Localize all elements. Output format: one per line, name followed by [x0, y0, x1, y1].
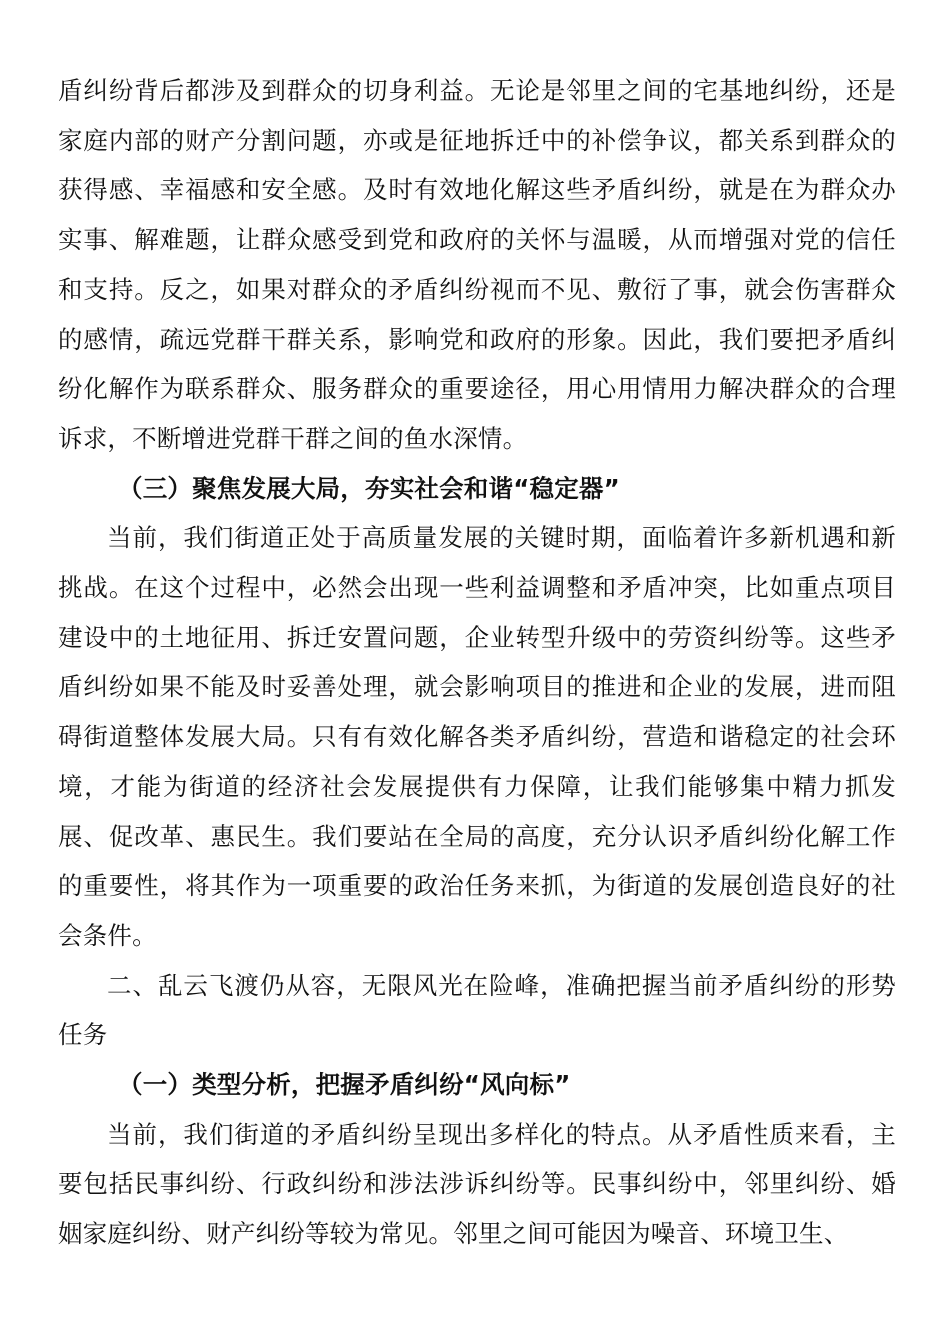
subheading-development-stabilizer: （三）聚焦发展大局，夯实社会和谐“稳定器” [118, 473, 620, 503]
subheading-type-analysis: （一）类型分析，把握矛盾纠纷“风向标” [118, 1070, 571, 1100]
paragraph-masses-interests: 盾纠纷背后都涉及到群众的切身利益。无论是邻里之间的宅基地纠纷，还是家庭内部的财产分割问题，亦或是征地拆迁中的补偿争议，都关系到群众的获得感、幸福感和安全感。及时有效地化解这些矛盾纠纷，就是在为群众办实事、解难题，让群众感受到党和政府的关怀与温暖，从而增强对党的信任和支持。反之，如果对群众的矛盾纠纷视而不见、敷衍了事，就会伤害群众的感情，疏远党群干群关系，影响党和政府的形象。因此，我们要把矛盾纠纷化解作为联系群众、服务群众的重要途径，用心用情用力解决群众的合理诉求，不断增进党群干群之间的鱼水深情。 [58, 76, 896, 453]
section-heading-situation-tasks: 二、乱云飞渡仍从容，无限风光在险峰，准确把握当前矛盾纠纷的形势任务 [58, 970, 896, 1050]
paragraph-development-context: 当前，我们街道正处于高质量发展的关键时期，面临着许多新机遇和新挑战。在这个过程中，必然会出现一些利益调整和矛盾冲突，比如重点项目建设中的土地征用、拆迁安置问题，企业转型升级中的劳资纠纷等。这些矛盾纠纷如果不能及时妥善处理，就会影响项目的推进和企业的发展，进而阻碍街道整体发展大局。只有有效化解各类矛盾纠纷，营造和谐稳定的社会环境，才能为街道的经济社会发展提供有力保障，让我们能够集中精力抓发展、促改革、惠民生。我们要站在全局的高度，充分认识矛盾纠纷化解工作的重要性，将其作为一项重要的政治任务来抓，为街道的发展创造良好的社会条件。 [58, 523, 896, 950]
document-page [58, 66, 896, 1259]
paragraph-dispute-types: 当前，我们街道的矛盾纠纷呈现出多样化的特点。从矛盾性质来看，主要包括民事纠纷、行政纠纷和涉法涉诉纠纷等。民事纠纷中，邻里纠纷、婚姻家庭纠纷、财产纠纷等较为常见。邻里之间可能因为噪音、环境卫生、 [58, 1119, 896, 1249]
